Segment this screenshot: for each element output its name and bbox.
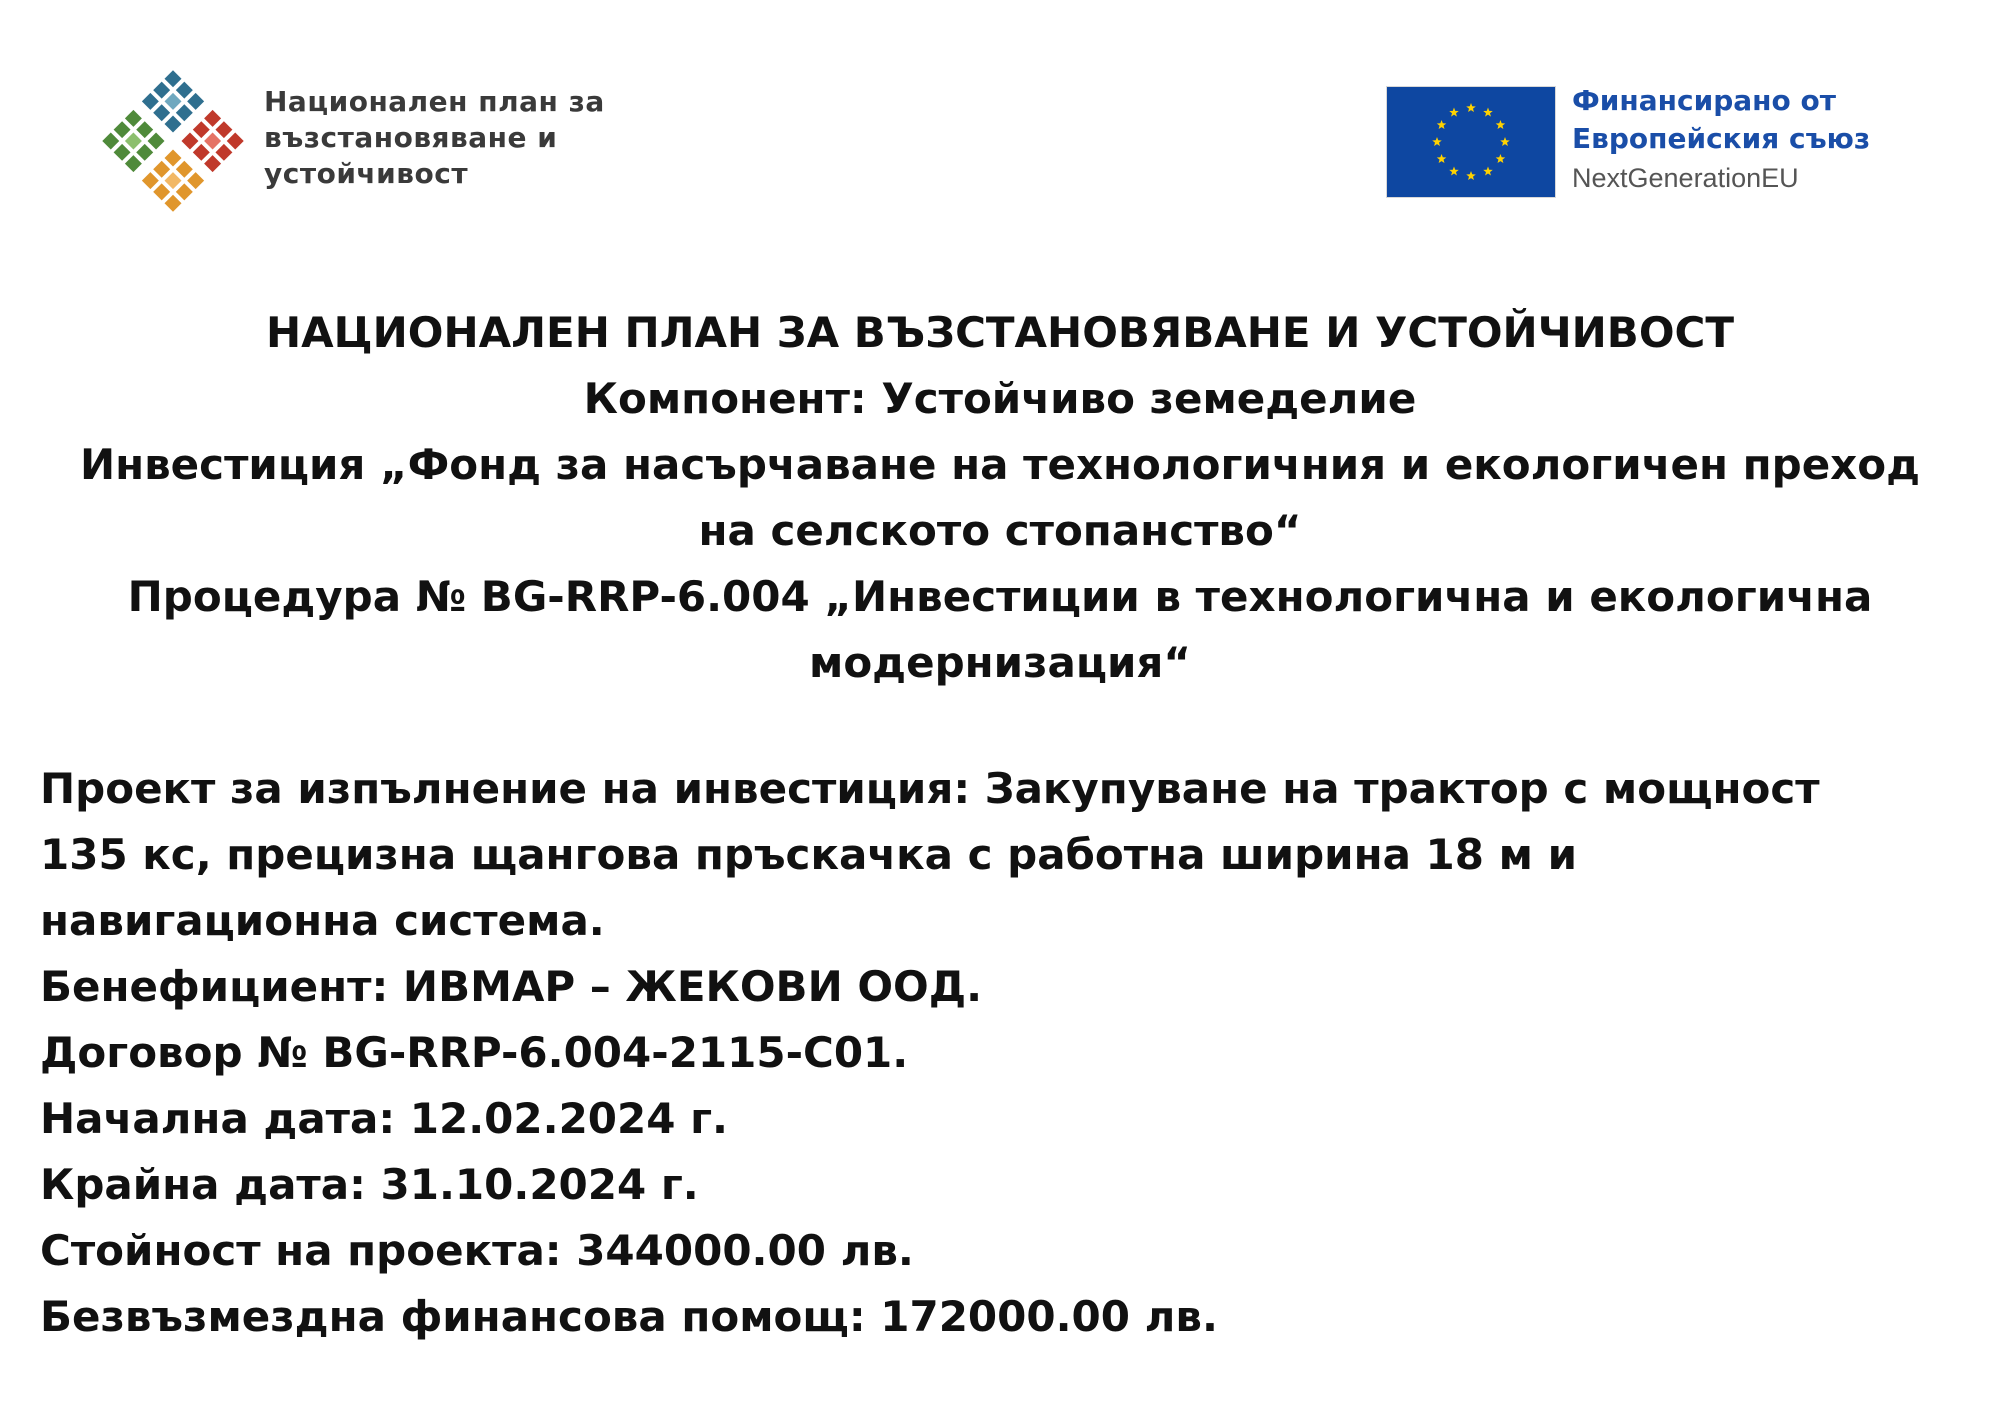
investment-line: на селското стопанство“ — [698, 506, 1302, 555]
eu-funding-logo — [1386, 82, 1906, 206]
eu-star-icon — [1437, 154, 1447, 163]
eu-star-icon — [1500, 137, 1510, 146]
next-generation-eu-label: NextGenerationEU — [1572, 163, 1799, 193]
document-heading — [20, 300, 1980, 696]
npvu-logo-line: възстановяване и — [264, 121, 558, 154]
eu-star-icon — [1449, 166, 1459, 175]
npvu-logo-line: устойчивост — [264, 157, 469, 190]
investment-line: Инвестиция „Фонд за насърчаване на технологичния и екологичен преход — [79, 440, 1921, 489]
eu-star-icon — [1432, 137, 1442, 146]
procedure-line: Процедура № BG-RRP-6.004 „Инвестиции в технологична и екологична — [127, 572, 1873, 621]
project-details — [40, 756, 1960, 1350]
beneficiary-line: Бенефициент: ИВМАР – ЖЕКОВИ ООД. — [40, 962, 983, 1011]
contract-line: Договор № BG-RRP-6.004-2115-C01. — [40, 1028, 909, 1077]
project-description-line: 135 кс, прецизна щангова пръскачка с работна ширина 18 м и — [40, 830, 1577, 879]
eu-star-icon — [1483, 108, 1493, 117]
eu-flag-icon — [1387, 87, 1555, 197]
eu-star-icon — [1483, 166, 1493, 175]
eu-funding-text — [1572, 82, 1870, 198]
project-description-line: навигационна система. — [40, 896, 605, 945]
project-value-line: Стойност на проекта: 344000.00 лв. — [40, 1226, 914, 1275]
component-line: Компонент: Устойчиво земеделие — [583, 374, 1417, 423]
grant-line: Безвъзмездна финансова помощ: 172000.00 лв. — [40, 1292, 1218, 1341]
start-date-line: Начална дата: 12.02.2024 г. — [40, 1094, 728, 1143]
project-description-line: Проект за изпълнение на инвестиция: Закупуване на трактор с мощност — [40, 764, 1820, 813]
end-date-line: Крайна дата: 31.10.2024 г. — [40, 1160, 699, 1209]
npvu-diamond-logo-icon — [100, 68, 246, 214]
npvu-logo — [100, 68, 660, 214]
eu-union-label: Европейския съюз — [1572, 122, 1871, 155]
eu-star-icon — [1496, 154, 1506, 163]
procedure-line: модернизация“ — [809, 638, 1191, 687]
eu-star-icon — [1466, 103, 1476, 112]
plan-title: НАЦИОНАЛЕН ПЛАН ЗА ВЪЗСТАНОВЯВАНЕ И УСТОЙЧИВОСТ — [266, 308, 1734, 357]
eu-star-icon — [1466, 171, 1476, 180]
eu-star-icon — [1496, 120, 1506, 129]
eu-funded-by-label: Финансирано от — [1572, 84, 1836, 117]
npvu-logo-text — [264, 84, 605, 192]
eu-star-icon — [1449, 108, 1459, 117]
npvu-logo-line: Национален план за — [264, 85, 605, 118]
eu-star-icon — [1437, 120, 1447, 129]
eu-flag — [1386, 86, 1556, 198]
